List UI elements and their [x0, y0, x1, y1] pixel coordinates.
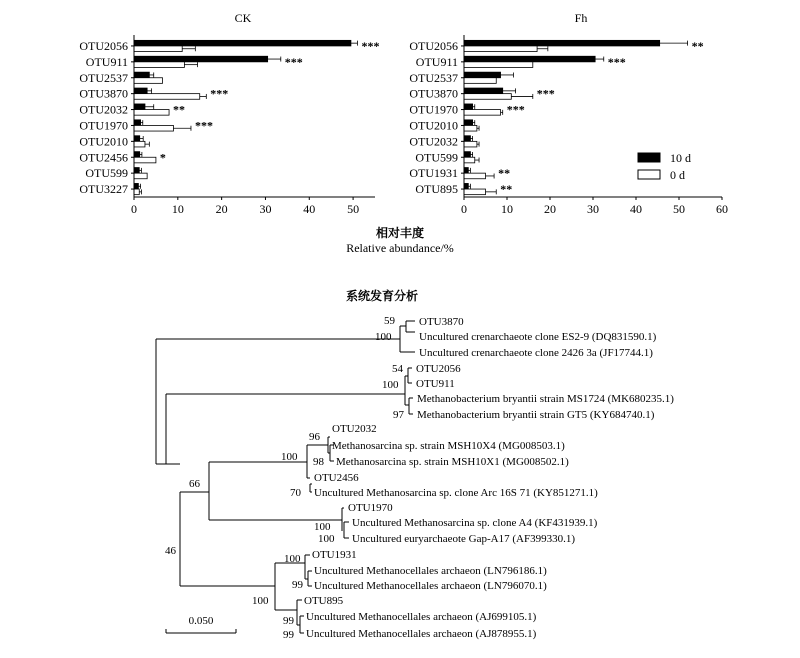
- tree-leaf: Methanobacterium bryantii strain MS1724 (MK680235.1): [417, 393, 674, 405]
- x-tick-label: 40: [630, 202, 642, 216]
- tree-leaf: Uncultured Methanocellales archaeon (LN796070.1): [314, 580, 547, 592]
- significance-mark: ***: [607, 54, 626, 69]
- x-tick-label: 50: [347, 202, 360, 216]
- tree-leaf: OTU3870: [419, 316, 464, 328]
- significance-mark: ***: [506, 102, 525, 117]
- bar-10d: [464, 183, 468, 189]
- tree-leaf: Uncultured crenarchaeote clone ES2-9 (DQ831590.1): [419, 331, 657, 343]
- legend-label-0d: 0 d: [670, 168, 685, 182]
- tree-title: 系统发育分析: [345, 289, 419, 303]
- tree-leaf: OTU2032: [332, 423, 377, 435]
- bootstrap-value: 54: [392, 363, 403, 375]
- category-label: OTU911: [85, 54, 128, 69]
- bar-10d: [134, 88, 147, 94]
- bar-0d: [464, 157, 475, 163]
- bar-10d: [464, 136, 470, 142]
- x-tick-label: 50: [673, 202, 685, 216]
- category-label: OTU2056: [409, 38, 458, 53]
- bar-10d: [134, 104, 145, 110]
- tree-leaf: OTU2456: [314, 472, 359, 484]
- bootstrap-value: 100: [382, 379, 399, 391]
- fh-bar-chart: [409, 11, 728, 216]
- bar-0d: [134, 94, 200, 100]
- significance-mark: **: [498, 166, 511, 181]
- bar-10d: [464, 56, 595, 62]
- bootstrap-value: 97: [393, 409, 404, 421]
- bootstrap-value: 99: [283, 629, 294, 641]
- legend-swatch-10d: [638, 153, 660, 162]
- bar-0d: [464, 62, 533, 68]
- significance-mark: *: [159, 150, 166, 165]
- category-label: OTU2537: [409, 70, 458, 85]
- tree-leaf: Methanobacterium bryantii strain GT5 (KY684740.1): [417, 409, 655, 421]
- x-tick-label: 30: [587, 202, 599, 216]
- bar-10d: [134, 136, 140, 142]
- bar-0d: [464, 78, 496, 84]
- bar-0d: [464, 141, 477, 147]
- bootstrap-value: 100: [284, 553, 301, 565]
- bar-0d: [134, 189, 139, 195]
- tree-leaf: Uncultured Methanosarcina sp. clone A4 (KF431939.1): [352, 517, 598, 529]
- x-tick-label: 10: [501, 202, 513, 216]
- bootstrap-value: 66: [189, 478, 200, 490]
- bar-10d: [134, 40, 351, 46]
- bar-10d: [464, 168, 468, 174]
- scale-bar: [166, 615, 236, 633]
- significance-mark: ***: [284, 54, 303, 69]
- tree-leaf: OTU1931: [312, 549, 357, 561]
- chart-title: Fh: [574, 11, 588, 25]
- tree-leaf: OTU895: [304, 595, 344, 607]
- bootstrap-value: 59: [384, 315, 395, 327]
- tree-leaf: Uncultured euryarchaeote Gap-A17 (AF399330.1): [352, 533, 575, 545]
- bootstrap-value: 100: [318, 533, 335, 545]
- bootstrap-value: 100: [281, 451, 298, 463]
- category-label: OTU1970: [79, 118, 128, 133]
- bar-0d: [134, 78, 162, 84]
- legend-swatch-0d: [638, 170, 660, 179]
- significance-mark: **: [173, 102, 186, 117]
- significance-mark: **: [500, 182, 513, 197]
- bar-10d: [134, 168, 139, 174]
- bar-0d: [464, 125, 477, 131]
- bar-0d: [134, 125, 173, 131]
- bar-0d: [134, 157, 156, 163]
- bar-0d: [134, 62, 184, 68]
- category-label: OTU2456: [79, 150, 128, 165]
- bootstrap-value: 98: [313, 456, 324, 468]
- bar-10d: [464, 120, 473, 126]
- tree-leaf: Uncultured crenarchaeote clone 2426 3a (JF17744.1): [419, 347, 653, 359]
- tree-leaf: OTU911: [416, 378, 455, 390]
- bar-10d: [134, 120, 141, 126]
- bootstrap-value: 70: [290, 487, 301, 499]
- scale-bar-label: 0.050: [188, 615, 214, 627]
- category-label: OTU2032: [79, 102, 128, 117]
- category-label: OTU599: [85, 166, 128, 181]
- category-label: OTU599: [415, 150, 458, 165]
- significance-mark: ***: [361, 38, 380, 53]
- significance-mark: **: [691, 38, 704, 53]
- bar-10d: [134, 183, 138, 189]
- bootstrap-value: 96: [309, 431, 320, 443]
- bootstrap-value: 100: [252, 595, 269, 607]
- x-tick-label: 20: [544, 202, 556, 216]
- category-label: OTU2537: [79, 70, 128, 85]
- significance-mark: ***: [210, 86, 229, 101]
- bar-0d: [134, 110, 169, 116]
- bar-0d: [464, 173, 486, 179]
- category-label: OTU895: [415, 182, 458, 197]
- significance-mark: ***: [194, 118, 213, 133]
- chart-title: CK: [234, 11, 252, 25]
- bar-0d: [134, 46, 182, 52]
- x-tick-label: 60: [716, 202, 728, 216]
- tree-leaf: Uncultured Methanocellales archaeon (AJ878955.1): [306, 628, 537, 640]
- tree-leaf: Methanosarcina sp. strain MSH10X4 (MG008503.1): [332, 440, 565, 452]
- x-axis-label-cn: 相对丰度: [375, 226, 425, 240]
- tree-leaf-labels: [304, 316, 674, 640]
- x-tick-label: 0: [131, 202, 137, 216]
- significance-mark: ***: [536, 86, 555, 101]
- ck-bar-chart: [79, 11, 379, 216]
- legend-label-10d: 10 d: [670, 151, 691, 165]
- bar-10d: [134, 152, 140, 158]
- tree-leaf: OTU1970: [348, 502, 393, 514]
- legend: [638, 151, 691, 182]
- x-tick-label: 10: [171, 202, 184, 216]
- tree-leaf: Methanosarcina sp. strain MSH10X1 (MG008502.1): [336, 456, 569, 468]
- bar-10d: [464, 152, 470, 158]
- bar-10d: [464, 72, 501, 78]
- bar-0d: [464, 110, 501, 116]
- bar-10d: [464, 40, 660, 46]
- bar-10d: [464, 88, 503, 94]
- category-label: OTU3870: [79, 86, 128, 101]
- bar-0d: [134, 173, 147, 179]
- category-label: OTU2010: [409, 118, 458, 133]
- category-label: OTU3227: [79, 182, 128, 197]
- x-tick-label: 40: [303, 202, 316, 216]
- category-label: OTU1931: [409, 166, 458, 181]
- bar-0d: [464, 46, 537, 52]
- bar-10d: [134, 56, 268, 62]
- tree-leaf: OTU2056: [416, 363, 461, 375]
- category-label: OTU2056: [79, 38, 128, 53]
- category-label: OTU2010: [79, 134, 128, 149]
- x-axis-label-en: Relative abundance/%: [346, 241, 454, 255]
- bootstrap-values: [165, 315, 405, 641]
- tree-leaf: Uncultured Methanocellales archaeon (LN796186.1): [314, 565, 547, 577]
- bootstrap-value: 99: [283, 615, 294, 627]
- category-label: OTU2032: [409, 134, 458, 149]
- bootstrap-value: 46: [165, 545, 176, 557]
- bar-10d: [464, 104, 473, 110]
- category-label: OTU1970: [409, 102, 458, 117]
- bar-0d: [134, 141, 145, 147]
- tree-leaf: Uncultured Methanosarcina sp. clone Arc 16S 71 (KY851271.1): [314, 487, 598, 499]
- x-tick-label: 30: [259, 202, 272, 216]
- bootstrap-value: 99: [292, 579, 303, 591]
- category-label: OTU3870: [409, 86, 458, 101]
- category-label: OTU911: [415, 54, 458, 69]
- x-tick-label: 0: [461, 202, 467, 216]
- bar-10d: [134, 72, 149, 78]
- bootstrap-value: 100: [314, 521, 331, 533]
- bar-0d: [464, 189, 486, 195]
- bootstrap-value: 100: [375, 331, 392, 343]
- x-tick-label: 20: [215, 202, 228, 216]
- tree-leaf: Uncultured Methanocellales archaeon (AJ699105.1): [306, 611, 537, 623]
- bar-0d: [464, 94, 511, 100]
